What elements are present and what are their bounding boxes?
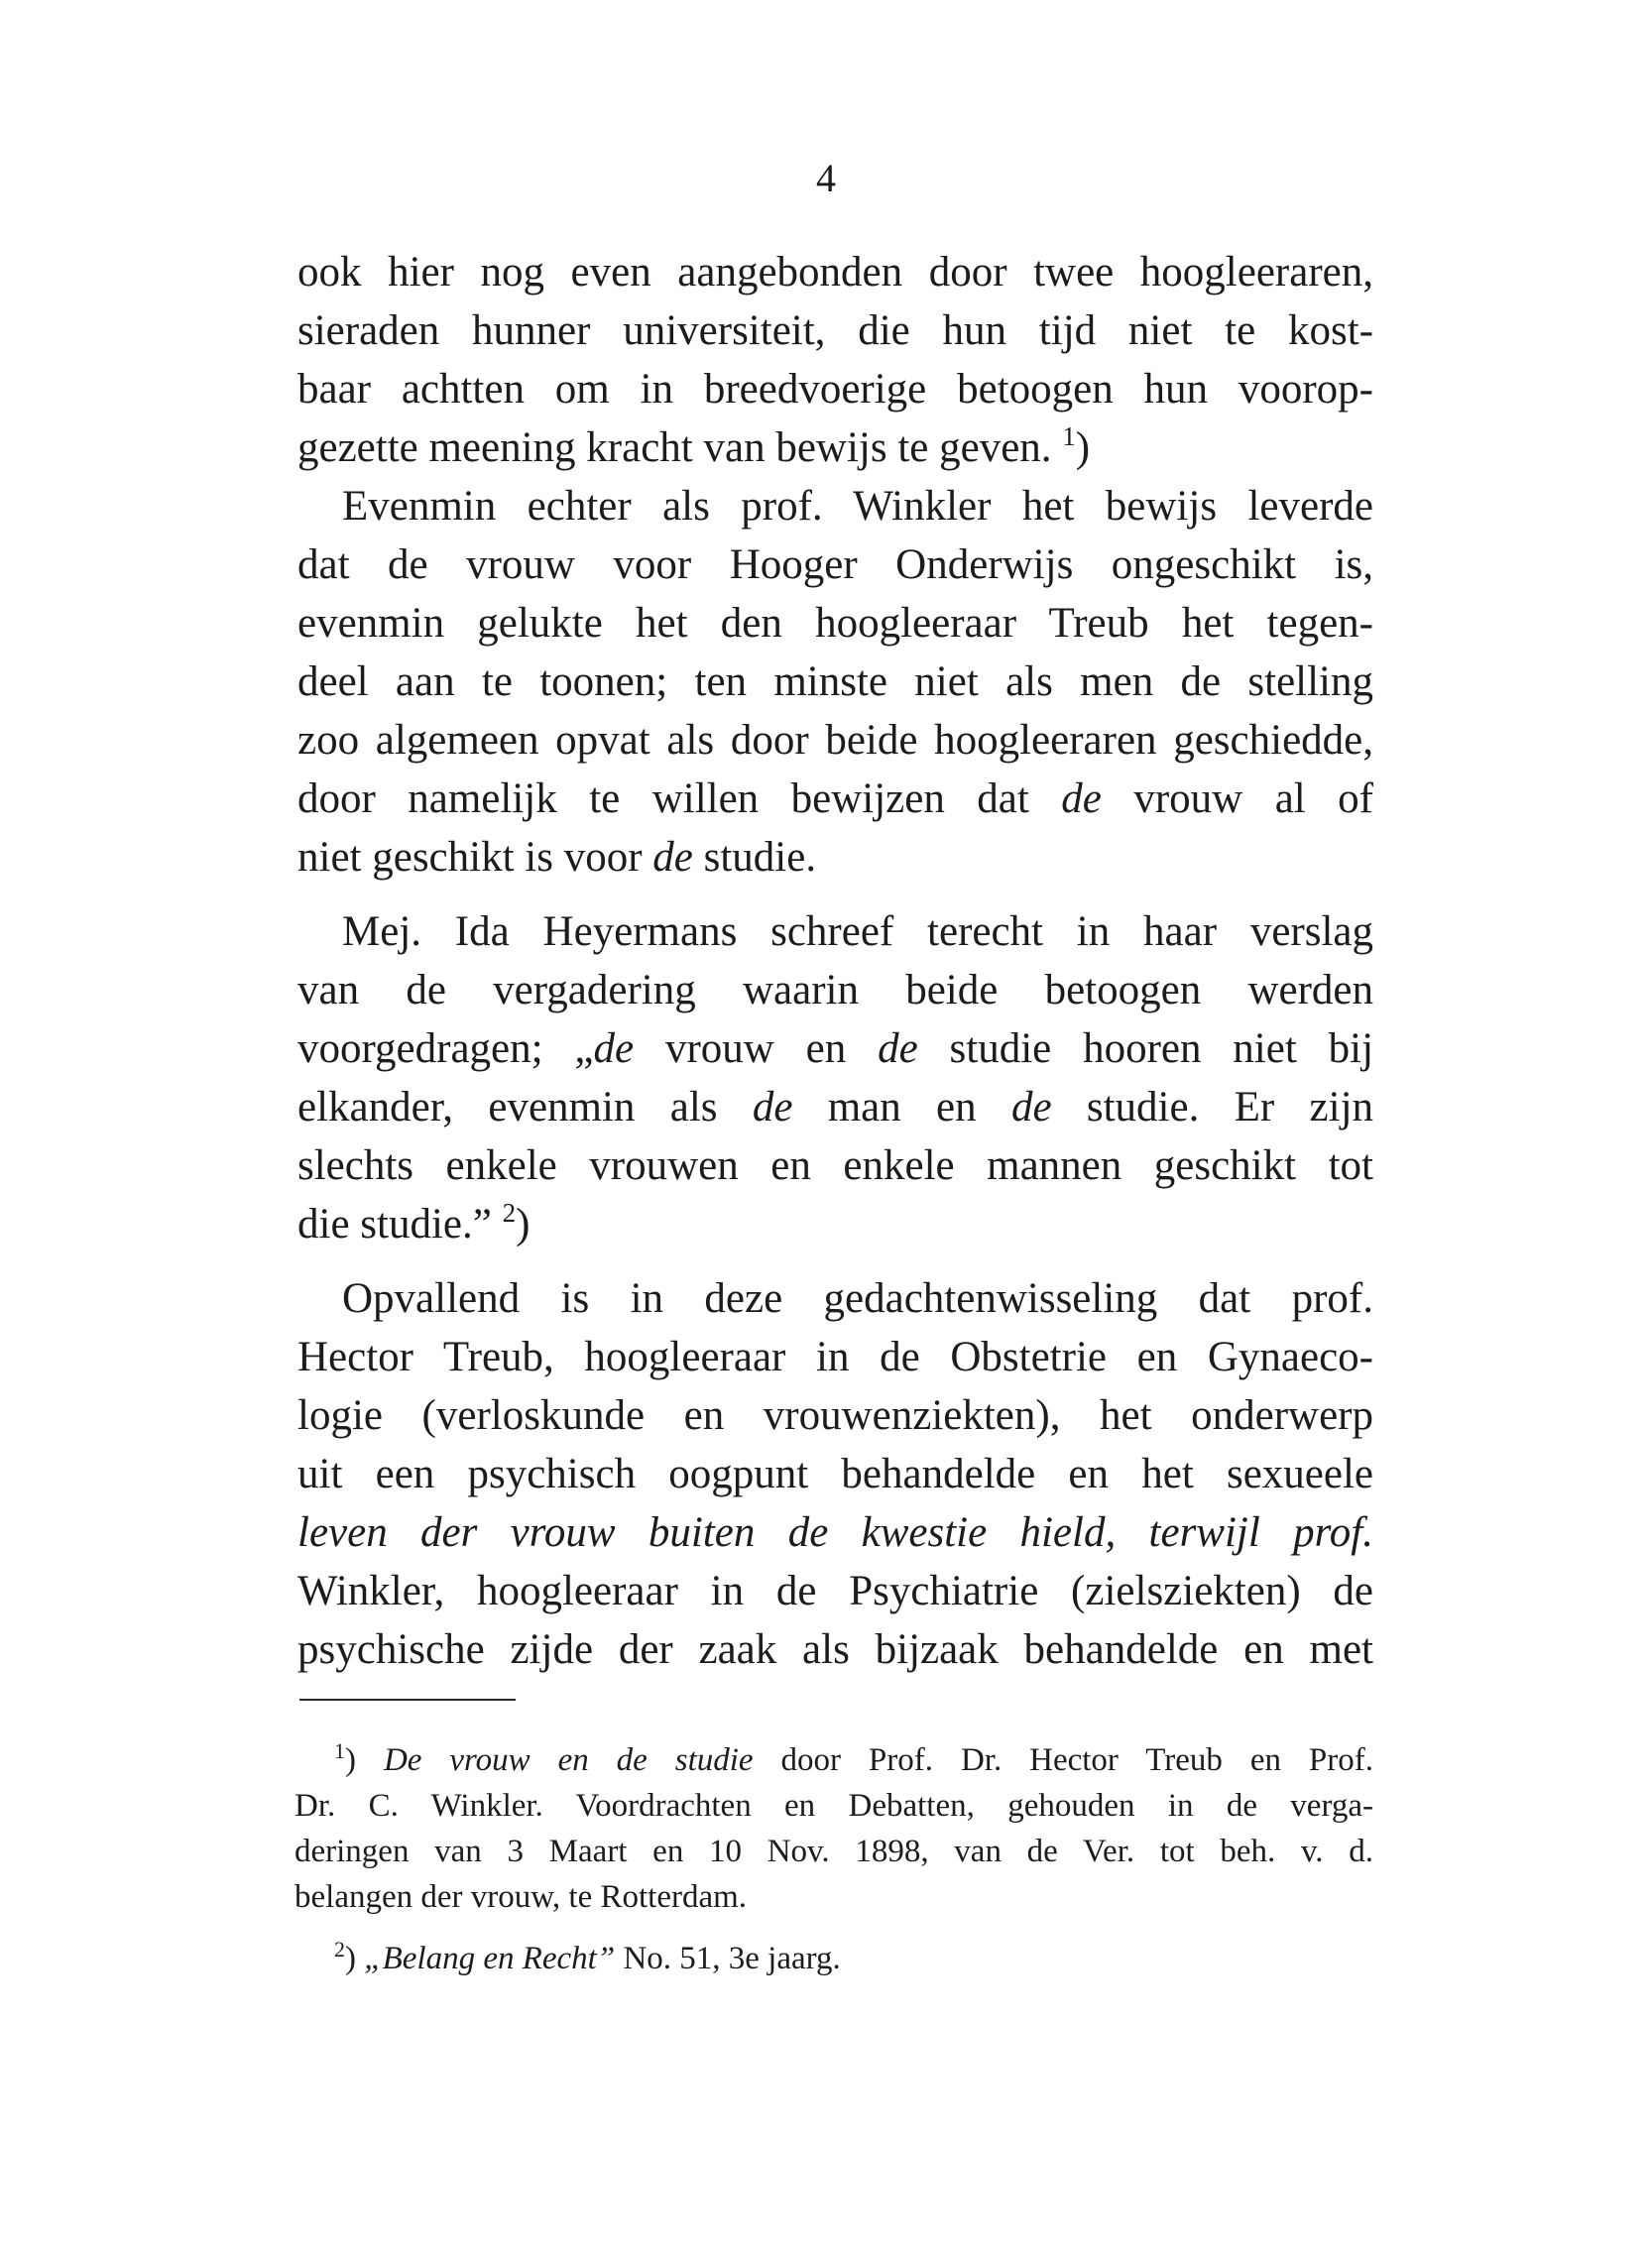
- text-line: die studie.” $^2$): [297, 1198, 531, 1248]
- footnote-marker: 1: [334, 1738, 345, 1763]
- emphasis: de: [593, 1025, 635, 1072]
- body-text: [297, 243, 1373, 1679]
- text-line: Opvallend is in deze gedachtenwisseling dat prof.: [342, 1275, 1373, 1322]
- footnote-ref-1: 1: [1062, 421, 1076, 451]
- text-line: logie (verloskunde en vrouwenziekten), het onderwerp: [297, 1392, 1373, 1439]
- text-line: slechts enkele vrouwen en enkele mannen geschikt tot: [297, 1142, 1373, 1189]
- cited-title: De vrouw en de studie: [383, 1742, 754, 1778]
- emphasis: de: [752, 1084, 793, 1130]
- footnote-2: $^2$) „Belang en Recht” No. 51, 3e jaarg.: [334, 1937, 841, 1976]
- footnote-line: belangen der vrouw, te Rotterdam.: [295, 1879, 748, 1915]
- text-line: [297, 1078, 1373, 1136]
- text-line: Hector Treub, hoogleeraar in de Obstetrie en Gynaeco-: [297, 1334, 1373, 1380]
- footnote-line: deringen van 3 Maart en 10 Nov. 1898, van de Ver. tot beh. v. d.: [295, 1834, 1373, 1869]
- text-line: gezette meening kracht van bewijs te geven. $^1$): [297, 421, 1091, 471]
- text-line: deel aan te toonen; ten minste niet als men de stelling: [297, 658, 1373, 705]
- emphasis: de: [1061, 775, 1102, 822]
- text-fragment: door Prof. Dr. Hector Treub en Prof.: [780, 1742, 1373, 1778]
- text-line: [297, 828, 1373, 887]
- cited-title: „Belang en Recht”: [364, 1941, 616, 1976]
- text-fragment: gezette meening kracht van bewijs te geven.: [297, 424, 1052, 471]
- text-line: [297, 770, 1373, 828]
- footnote-line: Dr. C. Winkler. Voordrachten en Debatten, gehouden in de verga-: [295, 1788, 1373, 1824]
- text-fragment: studie. Er zijn: [1086, 1084, 1374, 1130]
- emphasis: de: [1010, 1084, 1052, 1130]
- text-fragment: No. 51, 3e jaarg.: [623, 1941, 841, 1976]
- text-fragment: vrouw en: [664, 1025, 847, 1072]
- text-line: Mej. Ida Heyermans schreef terecht in haar verslag: [342, 908, 1373, 955]
- footnote-marker: 2: [334, 1937, 345, 1962]
- text-line: sieraden hunner universiteit, die hun tijd niet te kost-: [297, 307, 1373, 354]
- footnote-ref-2: 2: [502, 1198, 517, 1228]
- footnote-divider: [299, 1699, 516, 1701]
- text-fragment: door namelijk te willen bewijzen dat: [297, 775, 1029, 822]
- text-line: baar achtten om in breedvoerige betoogen hun voorop-: [297, 366, 1373, 413]
- text-line: van de vergadering waarin beide betoogen werden: [297, 967, 1373, 1013]
- text-line: ook hier nog even aangebonden door twee hoogleeraren,: [297, 249, 1373, 296]
- text-line: [297, 1503, 1373, 1562]
- text-line: dat de vrouw voor Hooger Onderwijs ongeschikt is,: [297, 541, 1373, 588]
- text-line: psychische zijde der zaak als bijzaak behandelde en met: [297, 1626, 1373, 1673]
- emphasis: de: [652, 834, 693, 881]
- footnotes: [295, 1737, 1373, 1981]
- text-fragment: vrouw al of: [1133, 775, 1374, 822]
- emphasis: de: [878, 1025, 918, 1072]
- text-fragment: elkander, evenmin als: [297, 1084, 718, 1130]
- text-fragment: studie hooren niet bij: [949, 1025, 1374, 1072]
- text-fragment: studie.: [703, 834, 817, 881]
- text-fragment: niet geschikt is voor: [297, 834, 643, 881]
- footnote-1: $^1$) De vrouw en de studie door Prof. Dr. Hector Treub en Prof.: [334, 1738, 1373, 1778]
- text-line: evenmin gelukte het den hoogleeraar Treub het tegen-: [297, 600, 1373, 647]
- text-line: [297, 1019, 1373, 1078]
- text-fragment: die studie.”: [297, 1201, 492, 1248]
- emphasis: leven der vrouw buiten de kwestie hield, terwijl prof.: [297, 1509, 1373, 1556]
- text-fragment: man en: [827, 1084, 977, 1130]
- text-line: Winkler, hoogleeraar in de Psychiatrie (zielsziekten) de: [297, 1568, 1373, 1614]
- text-fragment: voorgedragen; „: [297, 1025, 594, 1072]
- text-line: Evenmin echter als prof. Winkler het bewijs leverde: [342, 483, 1373, 530]
- page-number: 4: [816, 156, 836, 200]
- text-line: zoo algemeen opvat als door beide hoogleeraren geschiedde,: [297, 717, 1373, 764]
- text-line: uit een psychisch oogpunt behandelde en het sexueele: [297, 1451, 1373, 1497]
